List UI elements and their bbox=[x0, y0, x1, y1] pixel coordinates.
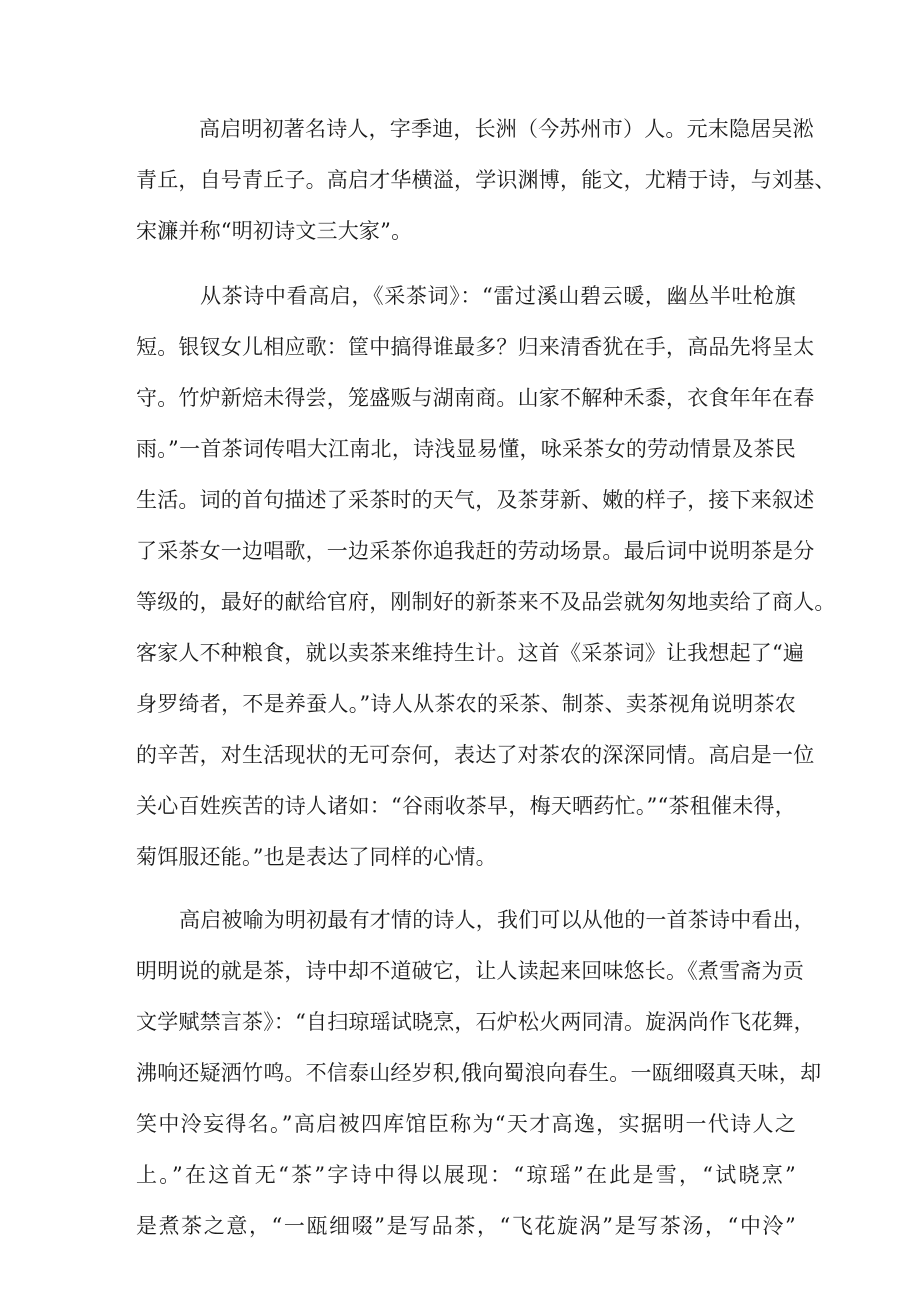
paragraph-line: 宋濂并称“明初诗文三大家”。 bbox=[136, 219, 413, 243]
paragraph-line: 等级的，最好的献给官府，刚制好的新茶来不及品尝就匆匆地卖给了商人。 bbox=[136, 590, 836, 614]
paragraph-line: 文学赋禁言茶》：“自扫琼瑶试晓烹，石炉松火两同清。旋涡尚作飞花舞， bbox=[136, 1010, 815, 1034]
paragraph-line: 高启被喻为明初最有才情的诗人，我们可以从他的一首茶诗中看出， bbox=[179, 908, 815, 932]
paragraph-line: 明明说的就是茶，诗中却不道破它，让人读起来回味悠长。《煮雪斋为贡 bbox=[136, 959, 804, 983]
paragraph-line: 了采茶女一边唱歌，一边采茶你追我赶的劳动场景。最后词中说明茶是分 bbox=[136, 539, 815, 563]
paragraph-line: 是煮茶之意，“一瓯细啜”是写品茶，“飞花旋涡”是写茶汤，“中泠” bbox=[136, 1214, 796, 1238]
paragraph-line: 生活。词的首句描述了采茶时的天气，及茶芽新、嫩的样子，接下来叙述 bbox=[136, 488, 815, 512]
paragraph-line: 笑中泠妄得名。”高启被四库馆臣称为“天才高逸，实据明一代诗人之 bbox=[136, 1112, 796, 1136]
paragraph-line: 的辛苦，对生活现状的无可奈何，表达了对茶农的深深同情。高启是一位 bbox=[136, 743, 815, 767]
paragraph-line: 上。”在这首无“茶”字诗中得以展现：“琼瑶”在此是雪，“试晓烹” bbox=[136, 1163, 796, 1187]
paragraph-line: 关心百姓疾苦的诗人诸如：“谷雨收茶早，梅天晒药忙。”“茶租催未得， bbox=[136, 794, 796, 818]
paragraph-line: 青丘，自号青丘子。高启才华横溢，学识渊博，能文，尤精于诗，与刘基、 bbox=[136, 168, 836, 192]
paragraph-line: 守。竹炉新焙未得尝，笼盛贩与湖南商。山家不解种禾黍，衣食年年在春 bbox=[136, 386, 815, 410]
paragraph-line: 高启明初著名诗人，字季迪，长洲（今苏州市）人。元末隐居吴淞 bbox=[199, 117, 814, 141]
paragraph-line: 从茶诗中看高启，《采茶词》：“雷过溪山碧云暖，幽丛半吐枪旗 bbox=[200, 284, 796, 308]
paragraph-line: 短。银钗女儿相应歌：筐中搞得谁最多？归来清香犹在手，高品先将呈太 bbox=[136, 335, 815, 359]
paragraph-line: 客家人不种粮食，就以卖茶来维持生计。这首《采茶词》让我想起了“遍 bbox=[136, 641, 805, 665]
paragraph-line: 雨。”一首茶词传唱大江南北，诗浅显易懂，咏采茶女的劳动情景及茶民 bbox=[136, 437, 796, 461]
paragraph-line: 身罗绮者，不是养蚕人。”诗人从茶农的采茶、制茶、卖茶视角说明茶农 bbox=[136, 692, 796, 716]
paragraph-line: 菊饵服还能。”也是表达了同样的心情。 bbox=[136, 845, 497, 869]
paragraph-line: 沸响还疑洒竹鸣。不信泰山经岁积,俄向蜀浪向春生。一瓯细啜真天味，却 bbox=[136, 1061, 822, 1085]
